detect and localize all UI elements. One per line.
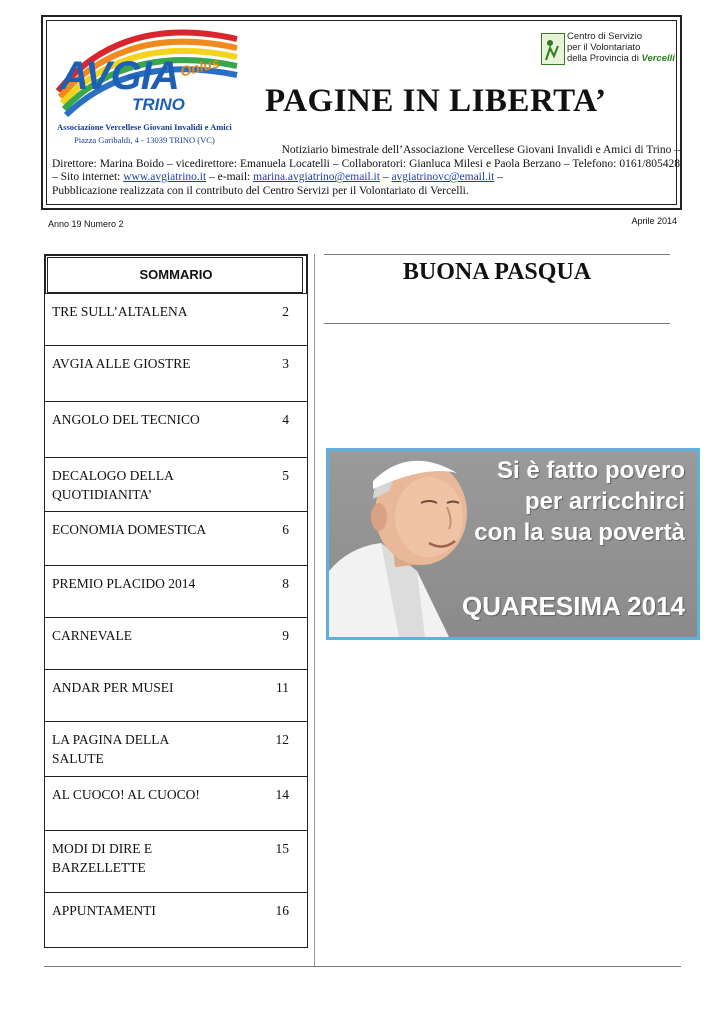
issue-number: Anno 19 Numero 2 xyxy=(48,219,124,229)
quaresima-banner xyxy=(326,448,700,640)
toc-title: SOMMARIO xyxy=(139,267,213,282)
toc-item-label: MODI DI DIRE E BARZELLETTE xyxy=(52,841,153,875)
masthead-end-dash: – xyxy=(497,171,503,183)
toc-item-label: ANDAR PER MUSEI xyxy=(52,680,174,695)
toc-row[interactable] xyxy=(44,893,308,948)
toc-item-page: 16 xyxy=(275,903,289,918)
headline-bottom-rule xyxy=(324,323,670,324)
toc-item-label: PREMIO PLACIDO 2014 xyxy=(52,576,196,591)
csv-emblem-icon xyxy=(541,33,565,65)
avgia-logo xyxy=(52,21,242,146)
masthead-inner-border xyxy=(46,20,681,205)
toc-item-page: 8 xyxy=(282,576,289,591)
csv-line3-prefix: della Provincia di xyxy=(567,53,642,64)
toc-item-label: AVGIA ALLE GIOSTRE xyxy=(52,356,191,371)
masthead-line2 xyxy=(52,158,680,185)
toc-row[interactable] xyxy=(44,512,308,566)
toc-item-page: 4 xyxy=(282,412,289,427)
email-link-marina[interactable]: marina.avgiatrino@email.it xyxy=(253,171,380,183)
toc-row[interactable] xyxy=(44,670,308,722)
toc-item-page: 6 xyxy=(282,522,289,537)
headline: BUONA PASQUA xyxy=(402,259,592,285)
csv-line2: per il Volontariato xyxy=(567,42,641,53)
toc-item-label: TRE SULL’ALTALENA xyxy=(52,304,188,319)
toc-item-label: ECONOMIA DOMESTICA xyxy=(52,522,207,537)
masthead-email-label: – e-mail: xyxy=(209,171,251,183)
masthead-site-label: – Sito internet: xyxy=(52,171,121,183)
toc-item-page: 9 xyxy=(282,628,289,643)
toc-item-label: APPUNTAMENTI xyxy=(52,903,156,918)
toc-item-page: 11 xyxy=(276,680,289,695)
email-link-avgia[interactable]: avgiatrinovc@email.it xyxy=(391,171,495,183)
logo-onlus-text: Onlus xyxy=(178,54,222,80)
toc-row[interactable] xyxy=(44,722,308,777)
table-of-contents xyxy=(44,254,308,948)
toc-item-page: 14 xyxy=(275,787,289,802)
toc-row[interactable] xyxy=(44,566,308,618)
masthead-staff: Direttore: Marina Boido – vicedirettore: Emanuela Locatelli – Collaboratori: Gianluca Milesi e Paola Berzano – Telefono: xyxy=(52,157,617,170)
masthead-box xyxy=(41,15,682,210)
logo-avgia-text: AVGIA xyxy=(60,54,179,98)
issue-date: Aprile 2014 xyxy=(631,216,677,226)
logo-trino-text: TRINO xyxy=(132,95,185,114)
toc-row[interactable] xyxy=(44,777,308,831)
masthead-line4: Pubblicazione realizzata con il contributo del Centro Servizi per il Volontariato di Vercelli. xyxy=(52,184,469,197)
csv-logo-text xyxy=(567,31,675,64)
masthead-phone: 0161/805428 xyxy=(619,157,681,170)
toc-row[interactable] xyxy=(44,831,308,893)
toc-item-label: LA PAGINA DELLA SALUTE xyxy=(52,732,169,766)
toc-row[interactable] xyxy=(44,458,308,512)
promo-line1: Si è fatto povero xyxy=(496,457,685,484)
toc-item-page: 15 xyxy=(275,841,289,856)
toc-item-label: AL CUOCO! AL CUOCO! xyxy=(52,787,200,802)
page-title: PAGINE IN LIBERTA’ xyxy=(265,83,607,119)
csv-line1: Centro di Servizio xyxy=(567,31,642,42)
toc-item-page: 2 xyxy=(282,304,289,319)
toc-item-label: CARNEVALE xyxy=(52,628,133,643)
bottom-rule xyxy=(44,966,681,967)
toc-header xyxy=(44,254,308,294)
logo-address-text: Piazza Garibaldi, 4 - 13039 TRINO (VC) xyxy=(74,135,215,145)
toc-row[interactable] xyxy=(44,294,308,346)
toc-item-page: 3 xyxy=(282,356,289,371)
promo-line3: con la sua povertà xyxy=(474,519,685,546)
toc-row[interactable] xyxy=(44,346,308,402)
csv-line3-highlight: Vercelli xyxy=(641,53,675,64)
csv-line3 xyxy=(567,53,675,64)
toc-row[interactable] xyxy=(44,402,308,458)
masthead-info xyxy=(52,144,680,198)
toc-item-page: 12 xyxy=(275,732,289,747)
masthead-line1: Notiziario bimestrale dell’Associazione Vercellese Giovani Invalidi e Amici di Trino – xyxy=(281,144,680,156)
headline-top-rule xyxy=(324,254,670,255)
toc-item-page: 5 xyxy=(282,468,289,483)
website-link[interactable]: www.avgiatrino.it xyxy=(123,171,207,183)
promo-line4: QUARESIMA 2014 xyxy=(462,591,685,621)
masthead-separator: – xyxy=(382,171,389,183)
toc-item-label: ANGOLO DEL TECNICO xyxy=(52,412,200,427)
promo-line2: per arricchirci xyxy=(524,488,685,515)
logo-association-text: Associazione Vercellese Giovani Invalidi e Amici xyxy=(57,122,232,132)
toc-row[interactable] xyxy=(44,618,308,670)
toc-item-label: DECALOGO DELLA QUOTIDIANITA’ xyxy=(52,468,174,502)
column-divider xyxy=(314,254,315,967)
csv-logo xyxy=(541,31,677,69)
